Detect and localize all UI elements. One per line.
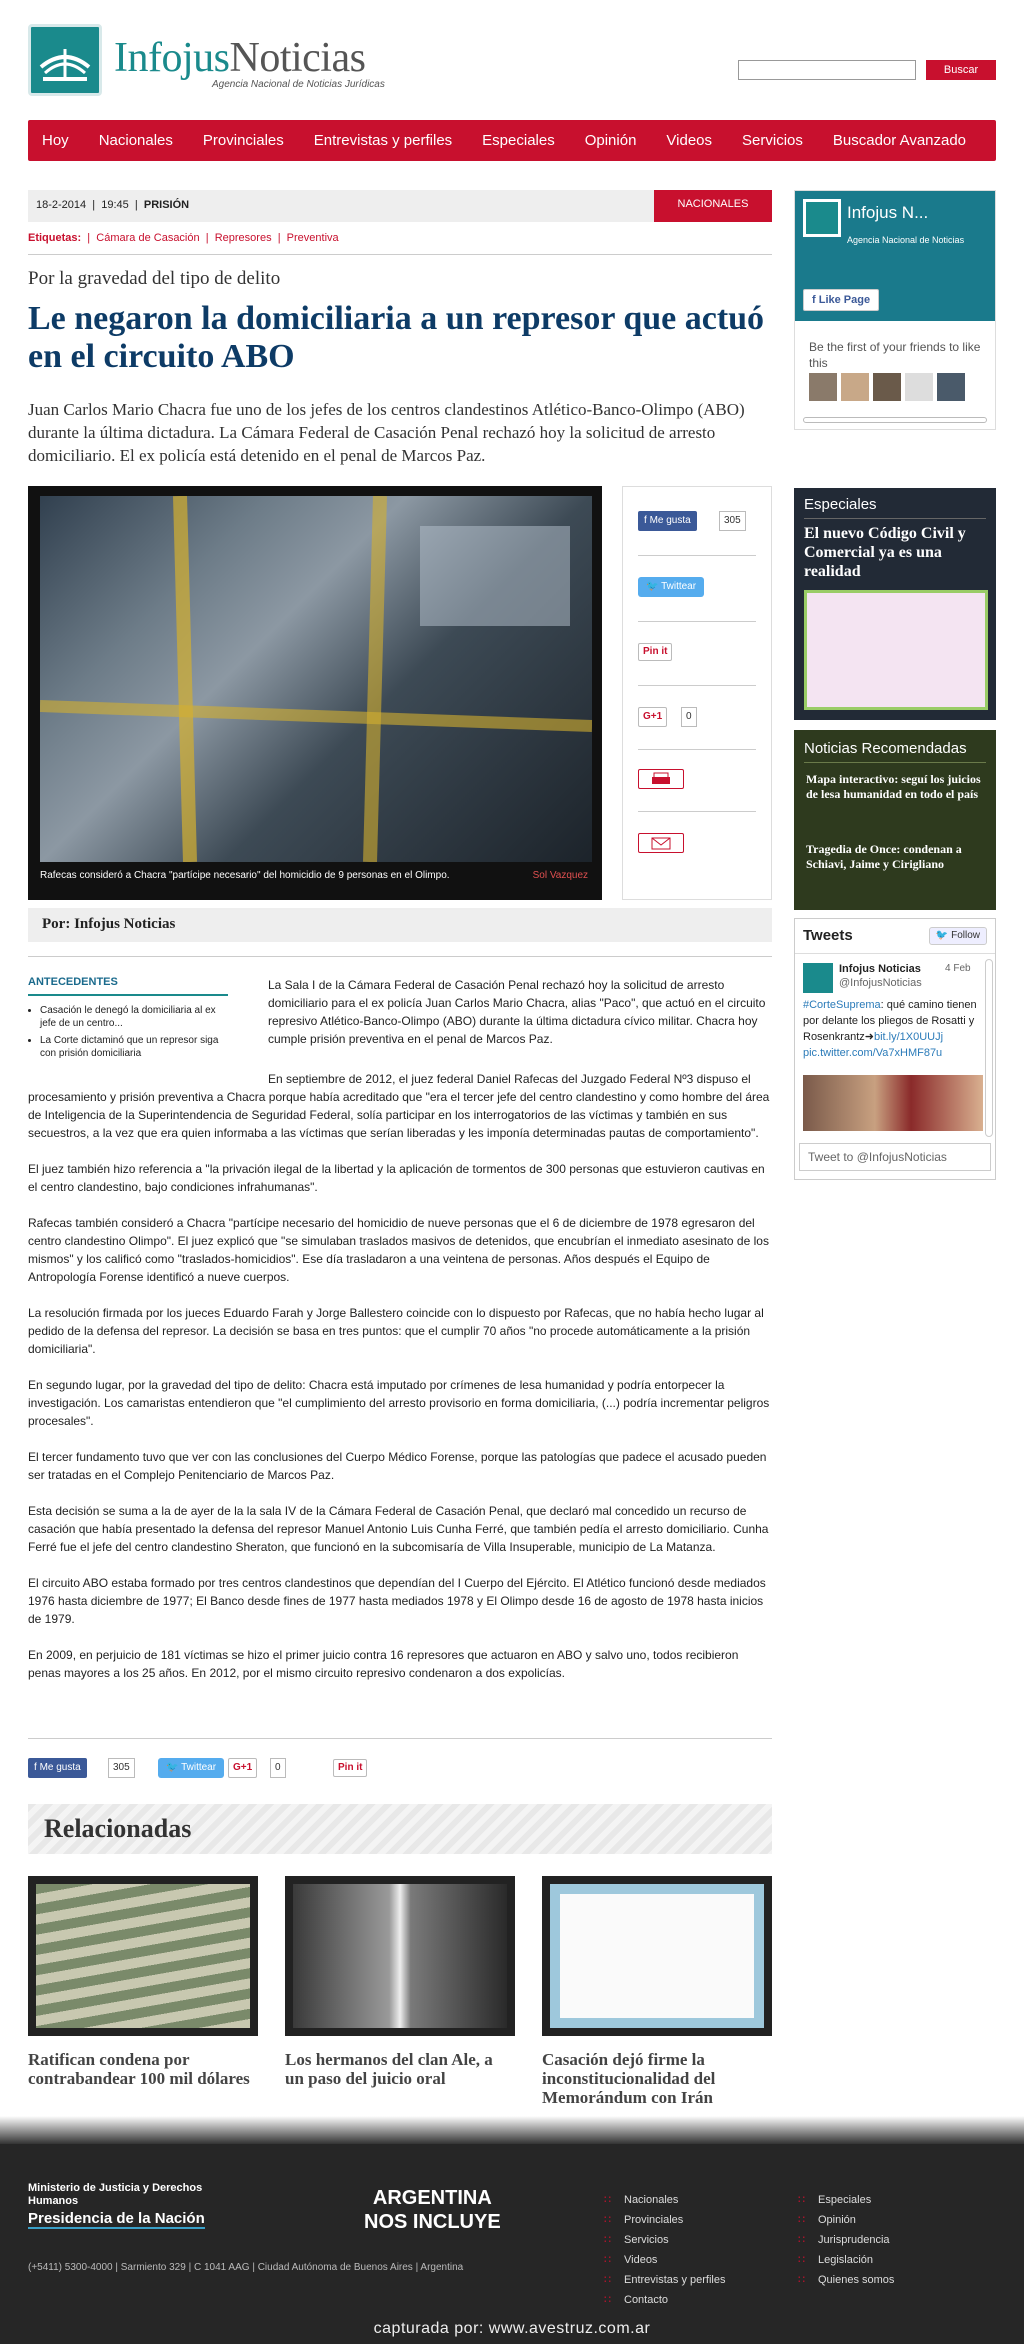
twitter-tweet-label: Twittear	[181, 1762, 217, 1773]
recommended-link[interactable]: Tragedia de Once: condenan a Schiavi, Jaime y Cirigliano	[806, 842, 962, 871]
tweet-link[interactable]: bit.ly/1X0UUJj pic.twitter.com/Va7xHMF87u	[803, 1031, 944, 1059]
article-paragraph: En segundo lugar, por la gravedad del tipo de delito: Chacra está imputado por crímenes de lesa humanidad y podría entorpecer la investigación. Los camaristas entendieron que "el cumplimiento del arresto provisorio en forma domiciliaria, (...) podría incrementar peligros procesales".	[28, 1378, 770, 1428]
logo-subtitle: Agencia Nacional de Noticias Jurídicas	[212, 79, 385, 90]
twitter-tweet-button[interactable]	[638, 577, 704, 597]
facebook-like-button[interactable]	[28, 1758, 87, 1778]
recommended-widget	[794, 730, 996, 910]
tweet-body: : qué camino tienen por delante los pliegos de Rosatti y Rosenkrantz➜	[803, 999, 977, 1043]
twitter-icon: 🐦	[646, 581, 662, 592]
logo-name-2: Noticias	[229, 35, 366, 81]
nav-item-opinion[interactable]: Opinión	[584, 132, 637, 149]
tweet-author-name[interactable]: Infojus Noticias	[839, 963, 921, 975]
capture-watermark: capturada por: www.avestruz.com.ar	[373, 2320, 651, 2337]
article-paragraph: El circuito ABO estaba formado por tres centros clandestinos que dependían del I Cuerpo del Ejército. El Atlético funcionó desde mediados 1976 hasta diciembre de 1977; El Banco desde fines de 1977 hasta mediados 1978 y El Olimpo desde 16 de agosto de 1978 hasta inicios de 1979.	[28, 1576, 766, 1626]
antecedentes-title: ANTECEDENTES	[28, 976, 228, 996]
tweet-text	[803, 997, 981, 1061]
twitter-tweet-label: Twittear	[661, 581, 697, 592]
friend-avatar[interactable]	[873, 373, 901, 401]
article-tags: Etiquetas: | Cámara de Casación | Represores | Preventiva	[28, 232, 339, 244]
article-paragraph: La Sala I de la Cámara Federal de Casación Penal rechazó hoy la solicitud de arresto domiciliario para el ex policía Juan Carlos Mario Chacra, alias "Paco", que actuó en el circuito represivo Atlético-Banco-Olimpo (ABO) durante la última dictadura cívico militar. Chacra hoy cumple prisión preventiva en el penal de Marcos Paz.	[268, 978, 766, 1046]
footer-address: (+5411) 5300-4000 | Sarmiento 329 | C 1041 AAG | Ciudad Autónoma de Buenos Aires | Argentina	[28, 2262, 464, 2273]
main-nav	[28, 120, 996, 161]
recommended-title: Noticias Recomendadas	[804, 740, 967, 757]
divider	[804, 518, 986, 519]
facebook-page-widget	[794, 190, 996, 430]
footer-links-col-1	[604, 2190, 725, 2310]
friend-avatar[interactable]	[809, 373, 837, 401]
twitter-follow-label: Follow	[951, 930, 980, 941]
article-date: 18-2-2014	[36, 199, 87, 211]
article-body-rest	[28, 1070, 772, 1700]
article-time: 19:45	[101, 199, 129, 211]
facebook-like-count: 305	[719, 511, 746, 531]
footer-link[interactable]: ∷ Entrevistas y perfiles	[604, 2270, 725, 2290]
divider	[795, 953, 995, 954]
article-category: PRISIÓN	[143, 199, 190, 211]
footer-link[interactable]: ∷ Especiales	[798, 2190, 894, 2210]
friend-avatar[interactable]	[841, 373, 869, 401]
presidencia-label[interactable]: Presidencia de la Nación	[28, 2210, 205, 2227]
article-lead: Juan Carlos Mario Chacra fue uno de los jefes de los centros clandestinos Atlético-Banco-Olimpo (ABO) durante la última dictadura. La Cámara Federal de Casación Penal rechazó hoy la solicitud de arresto domiciliario. El ex policía está detenido en el penal de Marcos Paz.	[28, 400, 745, 465]
tag-link[interactable]: Represores	[214, 232, 272, 244]
footer-link[interactable]: ∷ Contacto	[604, 2290, 725, 2310]
related-image	[28, 1876, 258, 2036]
site-footer	[0, 2144, 1024, 2344]
antecedentes-list	[28, 1004, 228, 1060]
nav-item-provinciales[interactable]: Provinciales	[202, 132, 284, 149]
nav-item-especiales[interactable]: Especiales	[482, 132, 555, 149]
article-paragraph: Esta decisión se suma a la de ayer de la la sala IV de la Cámara Federal de Casación Penal, que declaró mal concedido un recurso de casación que había presentado la defensa del represor Manuel Antonio Luis Cunha Ferré, que también pedía el arresto domiciliario. Cunha Ferré fue el jefe del centro clandestino Sheraton, que funcionó en la subcomisaría de Villa Insuperable, municipio de La Matanza.	[28, 1504, 769, 1554]
friend-avatar[interactable]	[905, 373, 933, 401]
facebook-like-label: Me gusta	[649, 515, 691, 526]
share-panel	[622, 486, 772, 900]
nav-item-nacionales[interactable]: Nacionales	[98, 132, 173, 149]
tweet-author-handle[interactable]: @InfojusNoticias	[839, 977, 922, 989]
related-header	[28, 1804, 772, 1854]
byline-bar	[28, 908, 772, 942]
divider	[638, 685, 756, 686]
divider	[28, 956, 772, 957]
google-plus-button[interactable]: G+1	[228, 1758, 257, 1778]
related-headline[interactable]: Ratifican condena por contrabandear 100 mil dólares	[28, 2050, 250, 2088]
article-paragraph: En 2009, en perjuicio de 181 víctimas se hizo el primer juicio contra 16 represores que actuaron en ABO y salvo uno, todos recibieron penas mayores a los 25 años. En 2012, por el mismo circuito represivo condenaron a dos expolicías.	[28, 1648, 739, 1680]
facebook-icon: f	[812, 294, 819, 306]
article-paragraph: El juez también hizo referencia a "la privación ilegal de la libertad y la aplicación de tormentos de 300 personas que estuvieron cautivas en el centro clandestino, bajo condiciones infrahumanas".	[28, 1162, 765, 1194]
google-plus-count: 0	[681, 707, 697, 727]
ministerio-label[interactable]: Ministerio de Justicia y Derechos Humanos	[28, 2182, 203, 2207]
footer-link[interactable]: ∷ Quienes somos	[798, 2270, 894, 2290]
recommended-link[interactable]: Mapa interactivo: seguí los juicios de lesa humanidad en todo el país	[806, 772, 981, 801]
facebook-page-title: Infojus N...	[847, 203, 929, 222]
facebook-social-text: Be the first of your friends to like this	[809, 340, 981, 370]
argentina-line-2: NOS INCLUYE	[364, 2211, 501, 2233]
antecedentes-link[interactable]: • Casación le denegó la domiciliaria al ex jefe de un centro...	[40, 1004, 228, 1030]
nav-item-videos[interactable]: Videos	[666, 132, 713, 149]
photo-image	[40, 496, 592, 862]
related-card[interactable]	[542, 1876, 772, 2107]
vertical-scrollbar[interactable]	[985, 959, 993, 1137]
related-card[interactable]	[285, 1876, 515, 2088]
nav-item-entrevistas[interactable]: Entrevistas y perfiles	[313, 132, 453, 149]
article-paragraph: Rafecas también consideró a Chacra "partícipe necesario del homicidio de nueve personas que el 6 de diciembre de 1978 egresaron del centro clandestino Olimpo". El juez explicó que "se simulaban traslados masivos de detenidos, que encubrían el inmediato asesinato de los mismos" y los calificó como "traslados-homicidios". Ese día trasladaron a una veintena de personas. Años después el Equipo de Antropología Forense identificó a nueve cuerpos.	[28, 1216, 769, 1284]
facebook-page-header[interactable]	[795, 191, 995, 321]
divider	[638, 811, 756, 812]
twitter-icon: 🐦	[935, 930, 952, 941]
site-logo-text[interactable]	[114, 34, 365, 82]
byline: Por: Infojus Noticias	[42, 916, 176, 932]
footer-shadow	[0, 2116, 1024, 2144]
facebook-icon: f	[34, 1762, 40, 1773]
especiales-headline[interactable]: El nuevo Código Civil y Comercial ya es una realidad	[804, 525, 966, 580]
tags-label: Etiquetas:	[28, 232, 82, 244]
article-paragraph: La resolución firmada por los jueces Eduardo Farah y Jorge Ballestero coincide con lo dispuesto por Rafecas, que no había hecho lugar al pedido de la defensa del represor. La decisión se basa en tres puntos: que el cumplir 70 años "no procede automáticamente a la prisión domiciliaria".	[28, 1306, 764, 1356]
related-image	[285, 1876, 515, 2036]
site-header	[0, 0, 1024, 112]
google-plus-button[interactable]: G+1	[638, 707, 667, 727]
footer-link[interactable]: ∷ Jurisprudencia	[798, 2230, 894, 2250]
divider	[638, 621, 756, 622]
tag-link[interactable]: Preventiva	[286, 232, 339, 244]
related-headline[interactable]: Casación dejó firme la inconstitucionalidad del Memorándum con Irán	[542, 2050, 716, 2107]
footer-link[interactable]: ∷ Legislación	[798, 2250, 894, 2270]
footer-link[interactable]: ∷ Provinciales	[604, 2210, 725, 2230]
especiales-widget[interactable]	[794, 488, 996, 720]
footer-link[interactable]: ∷ Servicios	[604, 2230, 725, 2250]
email-icon	[639, 834, 683, 852]
tweet-date[interactable]: 4 Feb	[945, 963, 971, 974]
nav-item-servicios[interactable]: Servicios	[742, 132, 803, 149]
article-meta-bar	[28, 190, 772, 222]
tweet-photo[interactable]	[803, 1075, 983, 1131]
divider	[28, 1738, 772, 1739]
divider	[638, 555, 756, 556]
print-icon	[639, 770, 683, 788]
article-paragraph: El tercer fundamento tuvo que ver con las conclusiones del Cuerpo Médico Forense, porque las patologías que padece el acusado pueden ser tratadas en el Complejo Penitenciario de Marcos Paz.	[28, 1450, 767, 1482]
photo-credit: Sol Vazquez	[532, 870, 588, 881]
tag-link[interactable]: Cámara de Casación	[96, 232, 200, 244]
tweets-title: Tweets	[803, 927, 853, 944]
tweet-compose-input[interactable]: Tweet to @InfojusNoticias	[799, 1143, 991, 1171]
divider	[28, 254, 772, 255]
search-input[interactable]	[738, 60, 916, 80]
footer-links-col-2	[798, 2190, 894, 2290]
photo-caption: Rafecas consideró a Chacra "partícipe necesario" del homicidio de 9 personas en el Olimpo.	[40, 870, 450, 881]
article-meta: 18-2-2014 | 19:45 | PRISIÓN	[36, 199, 190, 211]
page-logo-icon	[803, 199, 841, 237]
footer-link[interactable]: ∷ Videos	[604, 2250, 725, 2270]
antecedentes-box	[28, 976, 228, 1064]
facebook-icon: f	[644, 515, 650, 526]
related-headline[interactable]: Los hermanos del clan Ale, a un paso del juicio oral	[285, 2050, 493, 2088]
tweet-avatar[interactable]	[803, 963, 833, 993]
antecedentes-link[interactable]: • La Corte dictaminó que un represor siga con prisión domiciliaria	[40, 1034, 228, 1060]
facebook-like-page-button[interactable]	[803, 289, 879, 311]
related-card[interactable]	[28, 1876, 258, 2088]
friend-avatar[interactable]	[937, 373, 965, 401]
especiales-title: Especiales	[804, 496, 877, 513]
print-button[interactable]	[638, 769, 684, 789]
google-plus-count: 0	[270, 1758, 286, 1778]
facebook-like-page-label: Like Page	[818, 294, 871, 306]
twitter-follow-button[interactable]	[929, 927, 987, 945]
facebook-like-label: Me gusta	[39, 1762, 81, 1773]
pinterest-button[interactable]: Pin it	[333, 1759, 367, 1777]
article-headline: Le negaron la domiciliaria a un represor que actuó en el circuito ABO	[28, 300, 765, 375]
especiales-image[interactable]	[804, 590, 988, 710]
article-photo[interactable]	[28, 486, 602, 900]
footer-link[interactable]: ∷ Opinión	[798, 2210, 894, 2230]
twitter-icon: 🐦	[166, 1762, 182, 1773]
facebook-like-count: 305	[108, 1758, 135, 1778]
section-tab[interactable]: NACIONALES	[654, 190, 772, 222]
horizontal-scrollbar[interactable]	[803, 417, 987, 423]
footer-link[interactable]: ∷ Nacionales	[604, 2190, 725, 2210]
article-paragraph: En septiembre de 2012, el juez federal Daniel Rafecas del Juzgado Federal Nº3 dispuso el procesamiento y prisión preventiva a Chacra porque había acreditado que "era el tercer jefe del centro clandestino y como hombre del área de Inteligencia de la Superintendencia de Seguridad Federal, solía participar en los interrogatorios de las víctimas y también en sus secuestros, a la vez que era quien informaba a las víctimas que serían liberadas y les imponía determinadas pautas de comportamiento".	[28, 1072, 770, 1140]
twitter-tweet-button[interactable]	[158, 1758, 224, 1778]
article-kicker: Por la gravedad del tipo de delito	[28, 268, 281, 289]
tweet-hashtag[interactable]: #CorteSuprema	[803, 999, 881, 1011]
argentina-logo[interactable]	[364, 2186, 501, 2234]
facebook-page-subtitle: Agencia Nacional de Noticias	[847, 235, 965, 245]
nav-item-hoy[interactable]: Hoy	[42, 132, 69, 149]
twitter-timeline-widget	[794, 918, 996, 1180]
facebook-like-button[interactable]	[638, 511, 697, 531]
logo-icon[interactable]	[28, 24, 102, 96]
divider	[638, 749, 756, 750]
logo-name: Infojus	[114, 35, 230, 81]
email-button[interactable]	[638, 833, 684, 853]
divider	[804, 762, 986, 763]
related-title: Relacionadas	[44, 1814, 192, 1843]
pinterest-button[interactable]: Pin it	[638, 643, 672, 661]
related-image	[542, 1876, 772, 2036]
share-row	[28, 1758, 772, 1778]
nav-item-buscador[interactable]: Buscador Avanzado	[832, 132, 967, 149]
search-button[interactable]: Buscar	[926, 60, 996, 80]
argentina-line-1: ARGENTINA	[372, 2187, 492, 2209]
